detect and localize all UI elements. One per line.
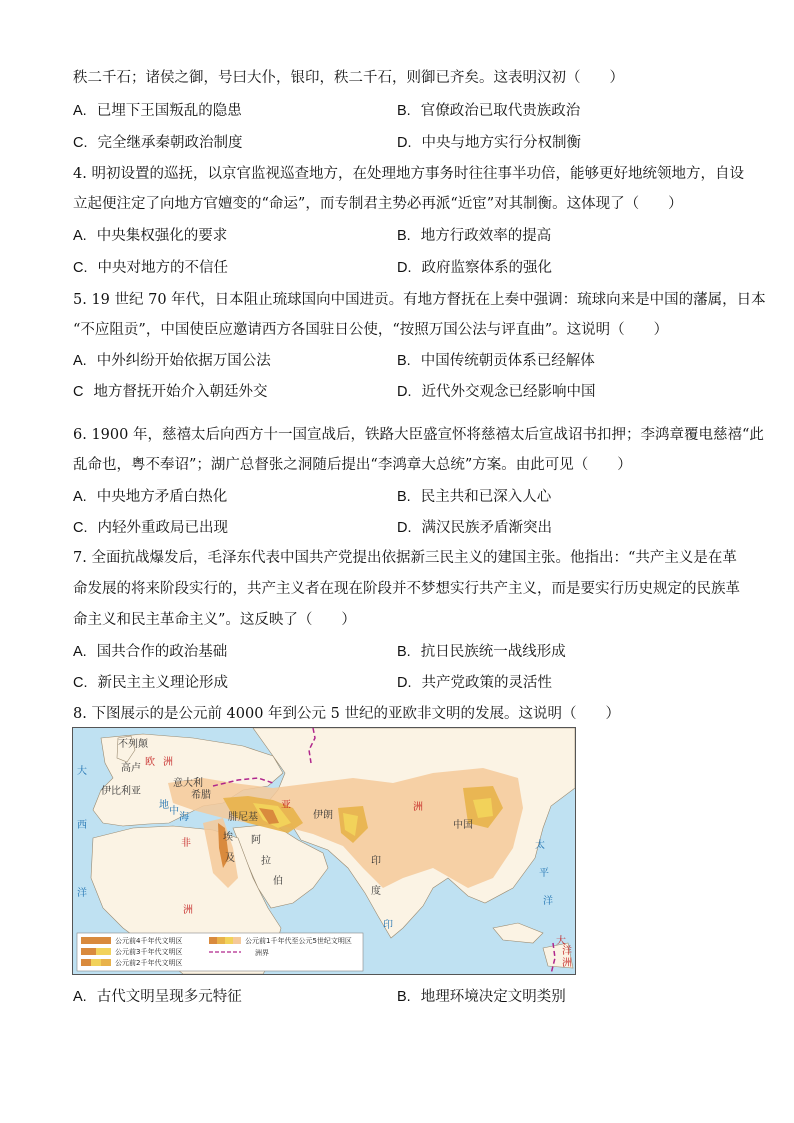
- option-text: 地方行政效率的提高: [420, 228, 552, 244]
- option-text: 中央对地方的不信任: [97, 260, 228, 276]
- q7-stem-line1: 7. 全面抗战爆发后，毛泽东代表中国共产党提出依据新三民主义的建国主张。他指出：“共产主义是在革: [73, 550, 737, 566]
- q4-stem-line2: 立起便注定了向地方官嬗变的“命运”，而专制君主势必再派“近宦”对其制衡。这体现了（ ）: [73, 196, 683, 212]
- q3-option-c[interactable]: [73, 131, 243, 152]
- q3-option-b[interactable]: [397, 99, 580, 120]
- map-label-arabia: 伯: [273, 876, 283, 887]
- q6-stem-line1: 6. 1900 年，慈禧太后向西方十一国宣战后，铁路大臣盛宣怀将慈禧太后宣战诏书扣押；李鸿章覆电慈禧“此: [73, 427, 764, 443]
- map-label-pacific: 平: [539, 868, 549, 879]
- q5-option-d[interactable]: [397, 380, 596, 401]
- map-label-china: 中国: [453, 820, 473, 831]
- civilization-map: [72, 727, 576, 975]
- option-letter: D.: [397, 384, 412, 400]
- q7-option-a[interactable]: [73, 640, 227, 661]
- q7-stem-line2: 命发展的将来阶段实行的，共产主义者在现在阶段并不梦想实行共产主义，而是要实行历史规定的民族革: [73, 581, 740, 597]
- option-letter: D.: [397, 135, 412, 151]
- q4-stem-line1: 4. 明初设置的巡抚，以京官监视巡查地方，在处理地方事务时往往事半功倍，能够更好地统领地方，自设: [73, 166, 744, 182]
- legend-4k: 公元前4千年代文明区: [115, 937, 183, 945]
- legend-1k: 公元前1千年代至公元5世纪文明区: [245, 937, 352, 945]
- option-text: 已埋下王国叛乱的隐患: [96, 103, 242, 119]
- q4-option-a[interactable]: [73, 224, 227, 245]
- map-label-europe: 欧: [145, 757, 155, 768]
- q4-option-c[interactable]: [73, 256, 228, 277]
- q6-stem-line2: 乱命也，粤不奉诏”；湖广总督张之洞随后提出“李鸿章大总统”方案。由此可见（ ）: [73, 457, 632, 473]
- q7-option-d[interactable]: [397, 671, 552, 692]
- option-letter: D.: [397, 260, 412, 276]
- legend-swatch-1k: [209, 937, 217, 944]
- option-letter: D.: [397, 520, 412, 536]
- option-text: 中央与地方实行分权制衡: [421, 135, 581, 151]
- option-text: 抗日民族统一战线形成: [420, 644, 566, 660]
- map-label-india: 度: [371, 886, 381, 897]
- q7-option-c[interactable]: [73, 671, 228, 692]
- option-text: 完全继承秦朝政治制度: [97, 135, 243, 151]
- q3-stem-tail: 秩二千石；诸侯之御，号曰大仆，银印，秩二千石，则御已齐矣。这表明汉初（ ）: [73, 70, 624, 86]
- option-text: 地理环境决定文明类别: [420, 989, 566, 1005]
- map-label-india: 印: [371, 856, 381, 867]
- map-label-oceania: 洲: [562, 958, 572, 969]
- option-letter: C.: [73, 675, 88, 691]
- q8-option-a[interactable]: [73, 985, 242, 1006]
- map-label-iran: 伊朗: [313, 810, 333, 821]
- option-text: 中央集权强化的要求: [96, 228, 228, 244]
- legend-swatch-1k: [225, 937, 233, 944]
- q4-option-d[interactable]: [397, 256, 552, 277]
- option-letter: B.: [397, 103, 411, 119]
- q6-option-d[interactable]: [397, 516, 552, 537]
- option-letter: A.: [73, 228, 87, 244]
- option-text: 近代外交观念已经影响中国: [421, 384, 596, 400]
- q5-option-a[interactable]: [73, 349, 271, 370]
- map-label-gaul: 高卢: [121, 763, 141, 774]
- q3-option-a[interactable]: [73, 99, 242, 120]
- map-label-arabia: 阿: [251, 835, 261, 846]
- option-letter: C.: [73, 520, 88, 536]
- q8-stem: 8. 下图展示的是公元前 4000 年到公元 5 世纪的亚欧非文明的发展。这说明（ ）: [73, 706, 621, 722]
- map-label-atlantic: 大: [77, 766, 87, 777]
- legend-3k: 公元前3千年代文明区: [115, 948, 183, 956]
- q5-option-b[interactable]: [397, 349, 595, 370]
- option-text: 中国传统朝贡体系已经解体: [420, 353, 595, 369]
- q6-option-a[interactable]: [73, 485, 227, 506]
- map-label-greece: 希腊: [191, 790, 211, 801]
- option-letter: C.: [73, 135, 88, 151]
- map-label-mediterranean: 海: [179, 812, 189, 823]
- option-text: 古代文明呈现多元特征: [96, 989, 242, 1005]
- map-label-europe: 洲: [163, 757, 173, 768]
- map-label-egypt: 及: [225, 853, 235, 864]
- option-text: 中外纠纷开始依据万国公法: [96, 353, 271, 369]
- option-text: 新民主主义理论形成: [97, 675, 228, 691]
- legend-swatch-4k: [81, 937, 111, 944]
- map-label-africa: 洲: [183, 905, 193, 916]
- map-label-oceania: 大: [556, 936, 566, 947]
- map-label-italy: 意大利: [173, 778, 203, 789]
- option-text: 共产党政策的灵活性: [421, 675, 552, 691]
- map-label-africa: 非: [181, 838, 191, 849]
- legend-swatch-3k: [81, 948, 96, 955]
- q5-stem-line1: 5. 19 世纪 70 年代，日本阻止琉球国向中国进贡。有地方督抚在上奏中强调：琉球向来是中国的藩属，日本: [73, 292, 766, 308]
- map-label-pacific: 洋: [543, 896, 553, 907]
- q6-option-b[interactable]: [397, 485, 551, 506]
- legend-swatch-2k: [101, 959, 111, 966]
- map-label-mediterranean: 地: [159, 800, 169, 811]
- option-letter: B.: [397, 353, 411, 369]
- map-label-iberia: 伊比利亚: [101, 786, 141, 797]
- map-label-oceania: 洋: [562, 946, 572, 957]
- legend-boundary: 洲界: [255, 949, 269, 957]
- option-letter: B.: [397, 228, 411, 244]
- option-letter: A.: [73, 989, 87, 1005]
- q5-option-c[interactable]: [73, 380, 267, 401]
- option-letter: A.: [73, 644, 87, 660]
- legend-swatch-2k: [81, 959, 91, 966]
- q4-option-b[interactable]: [397, 224, 551, 245]
- q7-option-b[interactable]: [397, 640, 566, 661]
- option-text: 政府监察体系的强化: [421, 260, 552, 276]
- option-text: 官僚政治已取代贵族政治: [420, 103, 581, 119]
- q8-option-b[interactable]: [397, 985, 566, 1006]
- map-label-britain: 不列颠: [118, 739, 148, 750]
- map-label-egypt: 埃: [223, 832, 233, 843]
- legend-swatch-2k: [91, 959, 101, 966]
- option-text: 中央地方矛盾白热化: [96, 489, 228, 505]
- map-label-atlantic: 洋: [77, 888, 87, 899]
- map-label-indian-ocean: 印: [383, 920, 393, 931]
- option-letter: B.: [397, 989, 411, 1005]
- option-letter: C.: [73, 260, 88, 276]
- option-letter: B.: [397, 644, 411, 660]
- q6-option-c[interactable]: [73, 516, 228, 537]
- q3-option-d[interactable]: [397, 131, 581, 152]
- legend-2k: 公元前2千年代文明区: [115, 959, 183, 967]
- q7-stem-line3: 命主义和民主革命主义”。这反映了（ ）: [73, 612, 356, 628]
- option-letter: A.: [73, 489, 87, 505]
- map-svg: [73, 728, 575, 974]
- q5-stem-line2: “不应阻贡”，中国使臣应邀请西方各国驻日公使，“按照万国公法与评直曲”。这说明（ ）: [73, 322, 669, 338]
- map-label-asia: 亚: [281, 800, 291, 811]
- map-label-arabia: 拉: [261, 856, 271, 867]
- option-text: 内轻外重政局已出现: [97, 520, 228, 536]
- option-text: 国共合作的政治基础: [96, 644, 228, 660]
- option-letter: D.: [397, 675, 412, 691]
- legend-swatch-1k: [217, 937, 225, 944]
- option-text: 民主共和已深入人心: [420, 489, 552, 505]
- option-text: 地方督抚开始介入朝廷外交: [93, 384, 268, 400]
- option-letter: B.: [397, 489, 411, 505]
- map-legend: [77, 933, 363, 971]
- map-label-asia: 洲: [413, 802, 423, 813]
- map-label-pacific: 太: [535, 840, 545, 851]
- legend-swatch-1k: [233, 937, 241, 944]
- option-letter: A.: [73, 103, 87, 119]
- option-letter: C: [73, 384, 84, 400]
- option-text: 满汉民族矛盾渐突出: [421, 520, 552, 536]
- map-label-mediterranean: 中: [169, 806, 179, 817]
- legend-swatch-3k: [96, 948, 111, 955]
- option-letter: A.: [73, 353, 87, 369]
- map-label-atlantic: 西: [77, 820, 87, 831]
- map-label-phoenicia: 腓尼基: [228, 812, 258, 823]
